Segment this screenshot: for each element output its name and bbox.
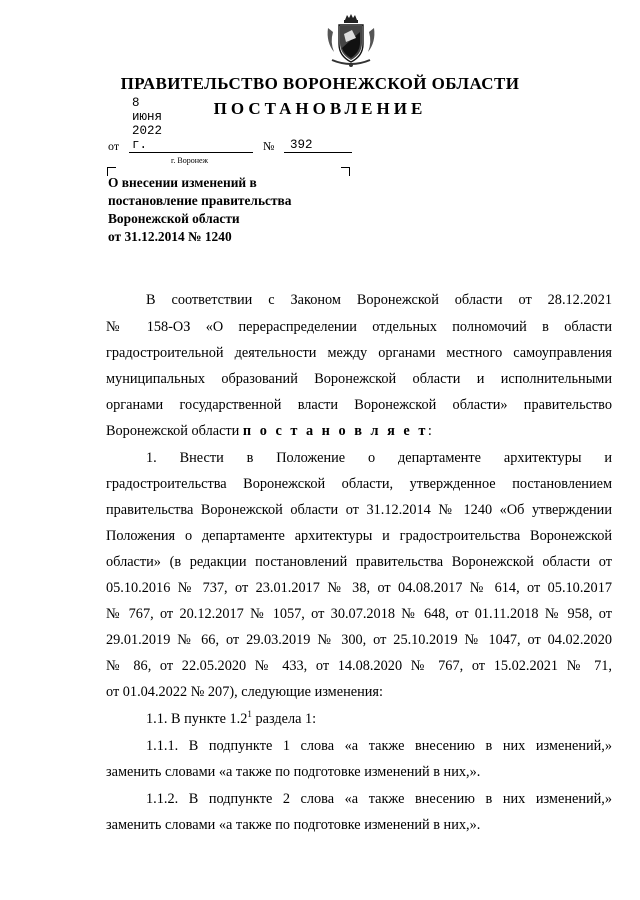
body-line: 1.1.2. В подпункте 2 слова «а также внесению в них изменений,»: [146, 791, 612, 807]
body-line: от 01.04.2022 № 207), следующие изменения:: [106, 684, 383, 700]
resolves-word: п о с т а н о в л я е т: [242, 423, 428, 439]
clause-suffix: раздела 1:: [251, 711, 317, 727]
subject-line: постановление правительства: [108, 193, 292, 208]
superscript: 1: [247, 709, 252, 720]
coat-of-arms-emblem: [322, 12, 380, 70]
clause-text: 1.1. В пункте 1.2: [146, 711, 248, 727]
body-line: муниципальных образований Воронежской области и исполнительными: [106, 371, 612, 387]
government-title: ПРАВИТЕЛЬСТВО ВОРОНЕЖСКОЙ ОБЛАСТИ: [120, 74, 520, 93]
body-line: области» (в редакции постановлений правительства Воронежской области от: [106, 554, 612, 570]
body-line: градостроительной деятельности между органами местного самоуправления: [106, 345, 612, 361]
subject-line: О внесении изменений в: [108, 175, 257, 190]
body-line: № 158-ОЗ «О перераспределении отдельных полномочий в области: [106, 319, 612, 335]
subject-block: [108, 174, 348, 246]
body-line: 29.01.2019 № 66, от 29.03.2019 № 300, от 25.10.2019 № 1047, от 04.02.2020: [106, 632, 612, 648]
body-line: № 86, от 22.05.2020 № 433, от 14.08.2020 № 767, от 15.02.2021 № 71,: [106, 658, 612, 674]
body-line: В соответствии с Законом Воронежской области от 28.12.2021: [146, 292, 612, 308]
number-prefix: №: [263, 139, 275, 153]
colon: :: [427, 423, 432, 439]
body-line: 05.10.2016 № 737, от 23.01.2017 № 38, от 04.08.2017 № 614, от 05.10.2017: [106, 580, 612, 596]
date-prefix: от: [108, 139, 120, 153]
body-line: Положения о департаменте архитектуры и градостроительства Воронежской: [106, 528, 612, 544]
subject-line: Воронежской области: [108, 211, 240, 226]
body-line: [106, 711, 612, 728]
date-value: 8 июня 2022 г.: [132, 96, 163, 152]
number-value: 392: [290, 138, 313, 152]
body-line: органами государственной власти Воронежской области» правительство: [106, 397, 612, 413]
body-line: 1.1.1. В подпункте 1 слова «а также внесению в них изменений,»: [146, 738, 612, 754]
body-line: [106, 423, 612, 440]
body-text: Воронежской области: [106, 423, 240, 439]
body-line: заменить словами «а также по подготовке изменений в них,».: [106, 817, 481, 833]
body-line: 1. Внести в Положение о департаменте архитектуры и: [146, 450, 612, 466]
subject-line: от 31.12.2014 № 1240: [108, 229, 232, 244]
body-line: правительства Воронежской области от 31.12.2014 № 1240 «Об утверждении: [106, 502, 612, 518]
body-line: № 767, от 20.12.2017 № 1057, от 30.07.2018 № 648, от 01.11.2018 № 958, от: [106, 606, 612, 622]
body-line: заменить словами «а также по подготовке изменений в них,».: [106, 764, 481, 780]
body-line: градостроительства Воронежской области, утвержденное постановлением: [106, 476, 612, 492]
document-type-title: ПОСТАНОВЛЕНИЕ: [213, 99, 427, 118]
city-label: г. Воронеж: [171, 156, 209, 165]
